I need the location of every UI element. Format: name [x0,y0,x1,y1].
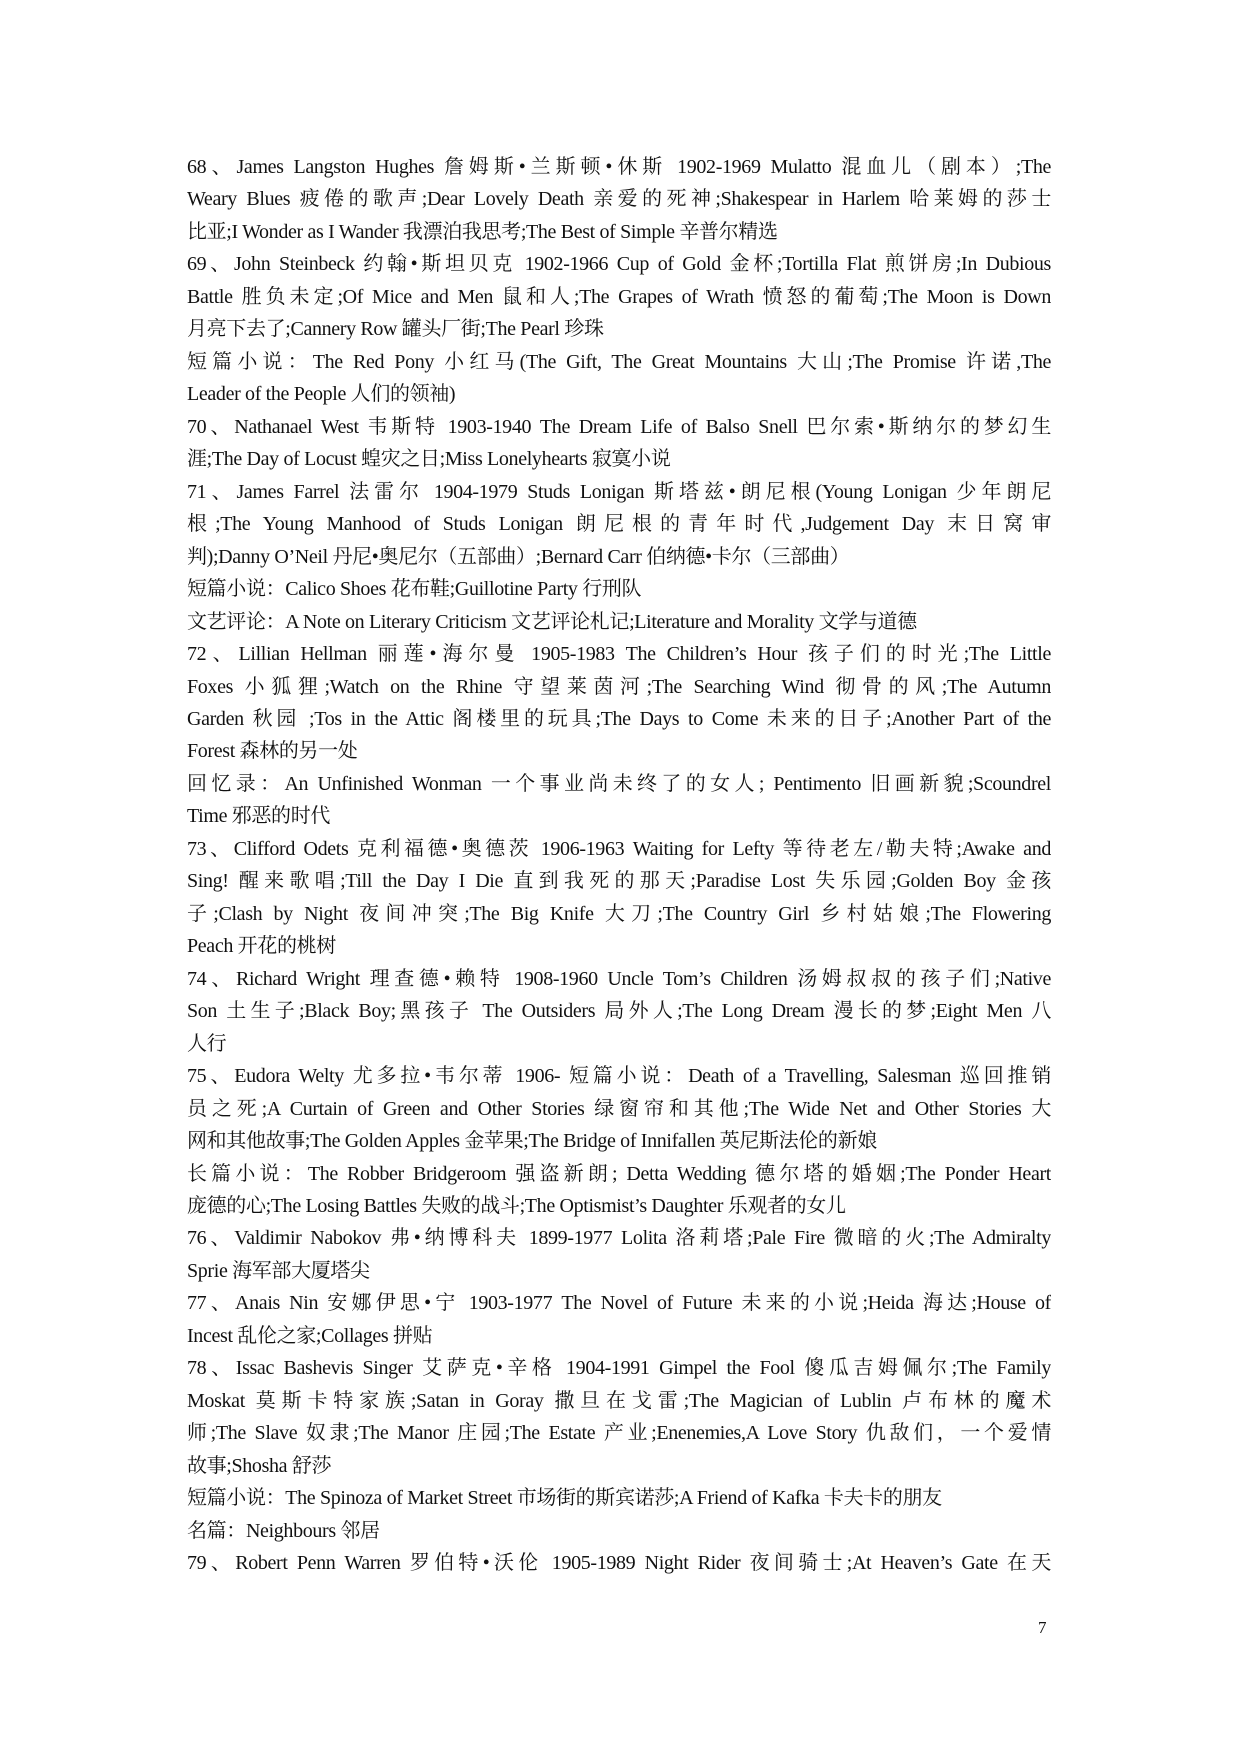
text-line: 判);Danny O’Neil 丹尼•奥尼尔（五部曲）;Bernard Carr 伯纳德•卡尔（三部曲） [187,545,850,568]
text-line: 69、John Steinbeck 约翰•斯坦贝克 1902-1966 Cup of Gold 金杯;Tortilla Flat 煎饼房;In Dubious [187,253,1051,276]
text-line: 回忆录：An Unfinished Wonman 一个事业尚未终了的女人; Pentimento 旧画新貌;Scoundrel [187,772,1051,795]
text-line: 庞德的心;The Losing Battles 失败的战斗;The Optismist’s Daughter 乐观者的女儿 [187,1195,846,1217]
document-body [187,151,1051,1580]
page-number: 7 [1038,1618,1047,1637]
text-line: 短篇小说：The Red Pony 小红马(The Gift, The Great Mountains 大山;The Promise 许诺,The [187,350,1051,373]
text-line: Sing! 醒来歌唱;Till the Day I Die 直到我死的那天;Paradise Lost 失乐园;Golden Boy 金孩 [187,870,1051,893]
text-line: 75、Eudora Welty 尤多拉•韦尔蒂 1906- 短篇小说：Death of a Travelling, Salesman 巡回推销 [187,1065,1051,1088]
text-line: 名篇：Neighbours 邻居 [187,1519,380,1542]
text-line: 76、Valdimir Nabokov 弗•纳博科夫 1899-1977 Lolita 洛莉塔;Pale Fire 微暗的火;The Admiralty [187,1227,1051,1250]
text-line: 文艺评论：A Note on Literary Criticism 文艺评论札记;Literature and Morality 文学与道德 [187,610,917,633]
text-line: 师;The Slave 奴隶;The Manor 庄园;The Estate 产业;Enenemies,A Love Story 仇敌们，一个爱情 [187,1422,1051,1445]
text-line: Sprie 海军部大厦塔尖 [187,1259,370,1282]
text-line: 71、James Farrel 法雷尔 1904-1979 Studs Lonigan 斯塔兹•朗尼根(Young Lonigan 少年朗尼 [187,480,1051,503]
text-line: Peach 开花的桃树 [187,935,336,958]
text-line: 68、James Langston Hughes 詹姆斯•兰斯顿•休斯 1902-1969 Mulatto 混血儿（剧本）;The [187,156,1051,178]
text-line: Time 邪恶的时代 [187,805,331,828]
text-line: 78、Issac Bashevis Singer 艾萨克•辛格 1904-1991 Gimpel the Fool 傻瓜吉姆佩尔;The Family [187,1357,1051,1380]
text-line: 短篇小说：Calico Shoes 花布鞋;Guillotine Party 行刑队 [187,578,642,601]
text-line: Foxes 小狐狸;Watch on the Rhine 守望莱茵河;The Searching Wind 彻骨的风;The Autumn [187,675,1051,698]
text-line: Forest 森林的另一处 [187,740,358,763]
text-line: Son 土生子;Black Boy;黑孩子 The Outsiders 局外人;The Long Dream 漫长的梦;Eight Men 八 [187,1000,1051,1023]
text-line: Garden 秋园 ;Tos in the Attic 阁楼里的玩具;The Days to Come 未来的日子;Another Part of the [187,707,1051,730]
text-line: 79、Robert Penn Warren 罗伯特•沃伦 1905-1989 Night Rider 夜间骑士;At Heaven’s Gate 在天 [187,1552,1051,1575]
text-line: 比亚;I Wonder as I Wander 我漂泊我思考;The Best of Simple 辛普尔精选 [187,220,778,243]
text-line: 涯;The Day of Locust 蝗灾之日;Miss Lonelyhearts 寂寞小说 [187,448,671,471]
text-line: 月亮下去了;Cannery Row 罐头厂街;The Pearl 珍珠 [187,318,604,341]
text-line: Moskat 莫斯卡特家族;Satan in Goray 撒旦在戈雷;The Magician of Lublin 卢布林的魔术 [187,1389,1051,1412]
text-line: Leader of the People 人们的领袖) [187,383,456,406]
text-line: 人行 [187,1032,227,1055]
text-line: 73、Clifford Odets 克利福德•奥德茨 1906-1963 Waiting for Lefty 等待老左/勒夫特;Awake and [187,837,1051,860]
text-line: 子;Clash by Night 夜间冲突;The Big Knife 大刀;The Country Girl 乡村姑娘;The Flowering [187,902,1051,925]
text-line: 长篇小说：The Robber Bridgeroom 强盗新朗; Detta Wedding 德尔塔的婚姻;The Ponder Heart [187,1162,1051,1185]
text-line: 网和其他故事;The Golden Apples 金苹果;The Bridge of Innifallen 英尼斯法伦的新娘 [187,1130,877,1153]
text-line: 员之死;A Curtain of Green and Other Stories 绿窗帘和其他;The Wide Net and Other Stories 大 [187,1097,1051,1120]
text-line: 短篇小说：The Spinoza of Market Street 市场街的斯宾诺莎;A Friend of Kafka 卡夫卡的朋友 [187,1487,942,1510]
text-line: Weary Blues 疲倦的歌声;Dear Lovely Death 亲爱的死神;Shakespear in Harlem 哈莱姆的莎士 [187,188,1051,211]
text-line: Incest 乱伦之家;Collages 拼贴 [187,1324,433,1347]
text-line: 72、Lillian Hellman 丽莲•海尔曼 1905-1983 The Children’s Hour 孩子们的时光;The Little [187,643,1051,666]
text-line: 根;The Young Manhood of Studs Lonigan 朗尼根的青年时代,Judgement Day 末日窝审 [187,513,1051,536]
text-line: 74、Richard Wright 理查德•赖特 1908-1960 Uncle Tom’s Children 汤姆叔叔的孩子们;Native [187,967,1051,990]
text-line: 70、Nathanael West 韦斯特 1903-1940 The Dream Life of Balso Snell 巴尔索•斯纳尔的梦幻生 [187,415,1051,438]
text-line: 77、Anais Nin 安娜伊思•宁 1903-1977 The Novel of Future 未来的小说;Heida 海达;House of [187,1292,1051,1315]
text-line: 故事;Shosha 舒莎 [187,1454,332,1477]
text-line: Battle 胜负未定;Of Mice and Men 鼠和人;The Grapes of Wrath 愤怒的葡萄;The Moon is Down [187,285,1051,308]
